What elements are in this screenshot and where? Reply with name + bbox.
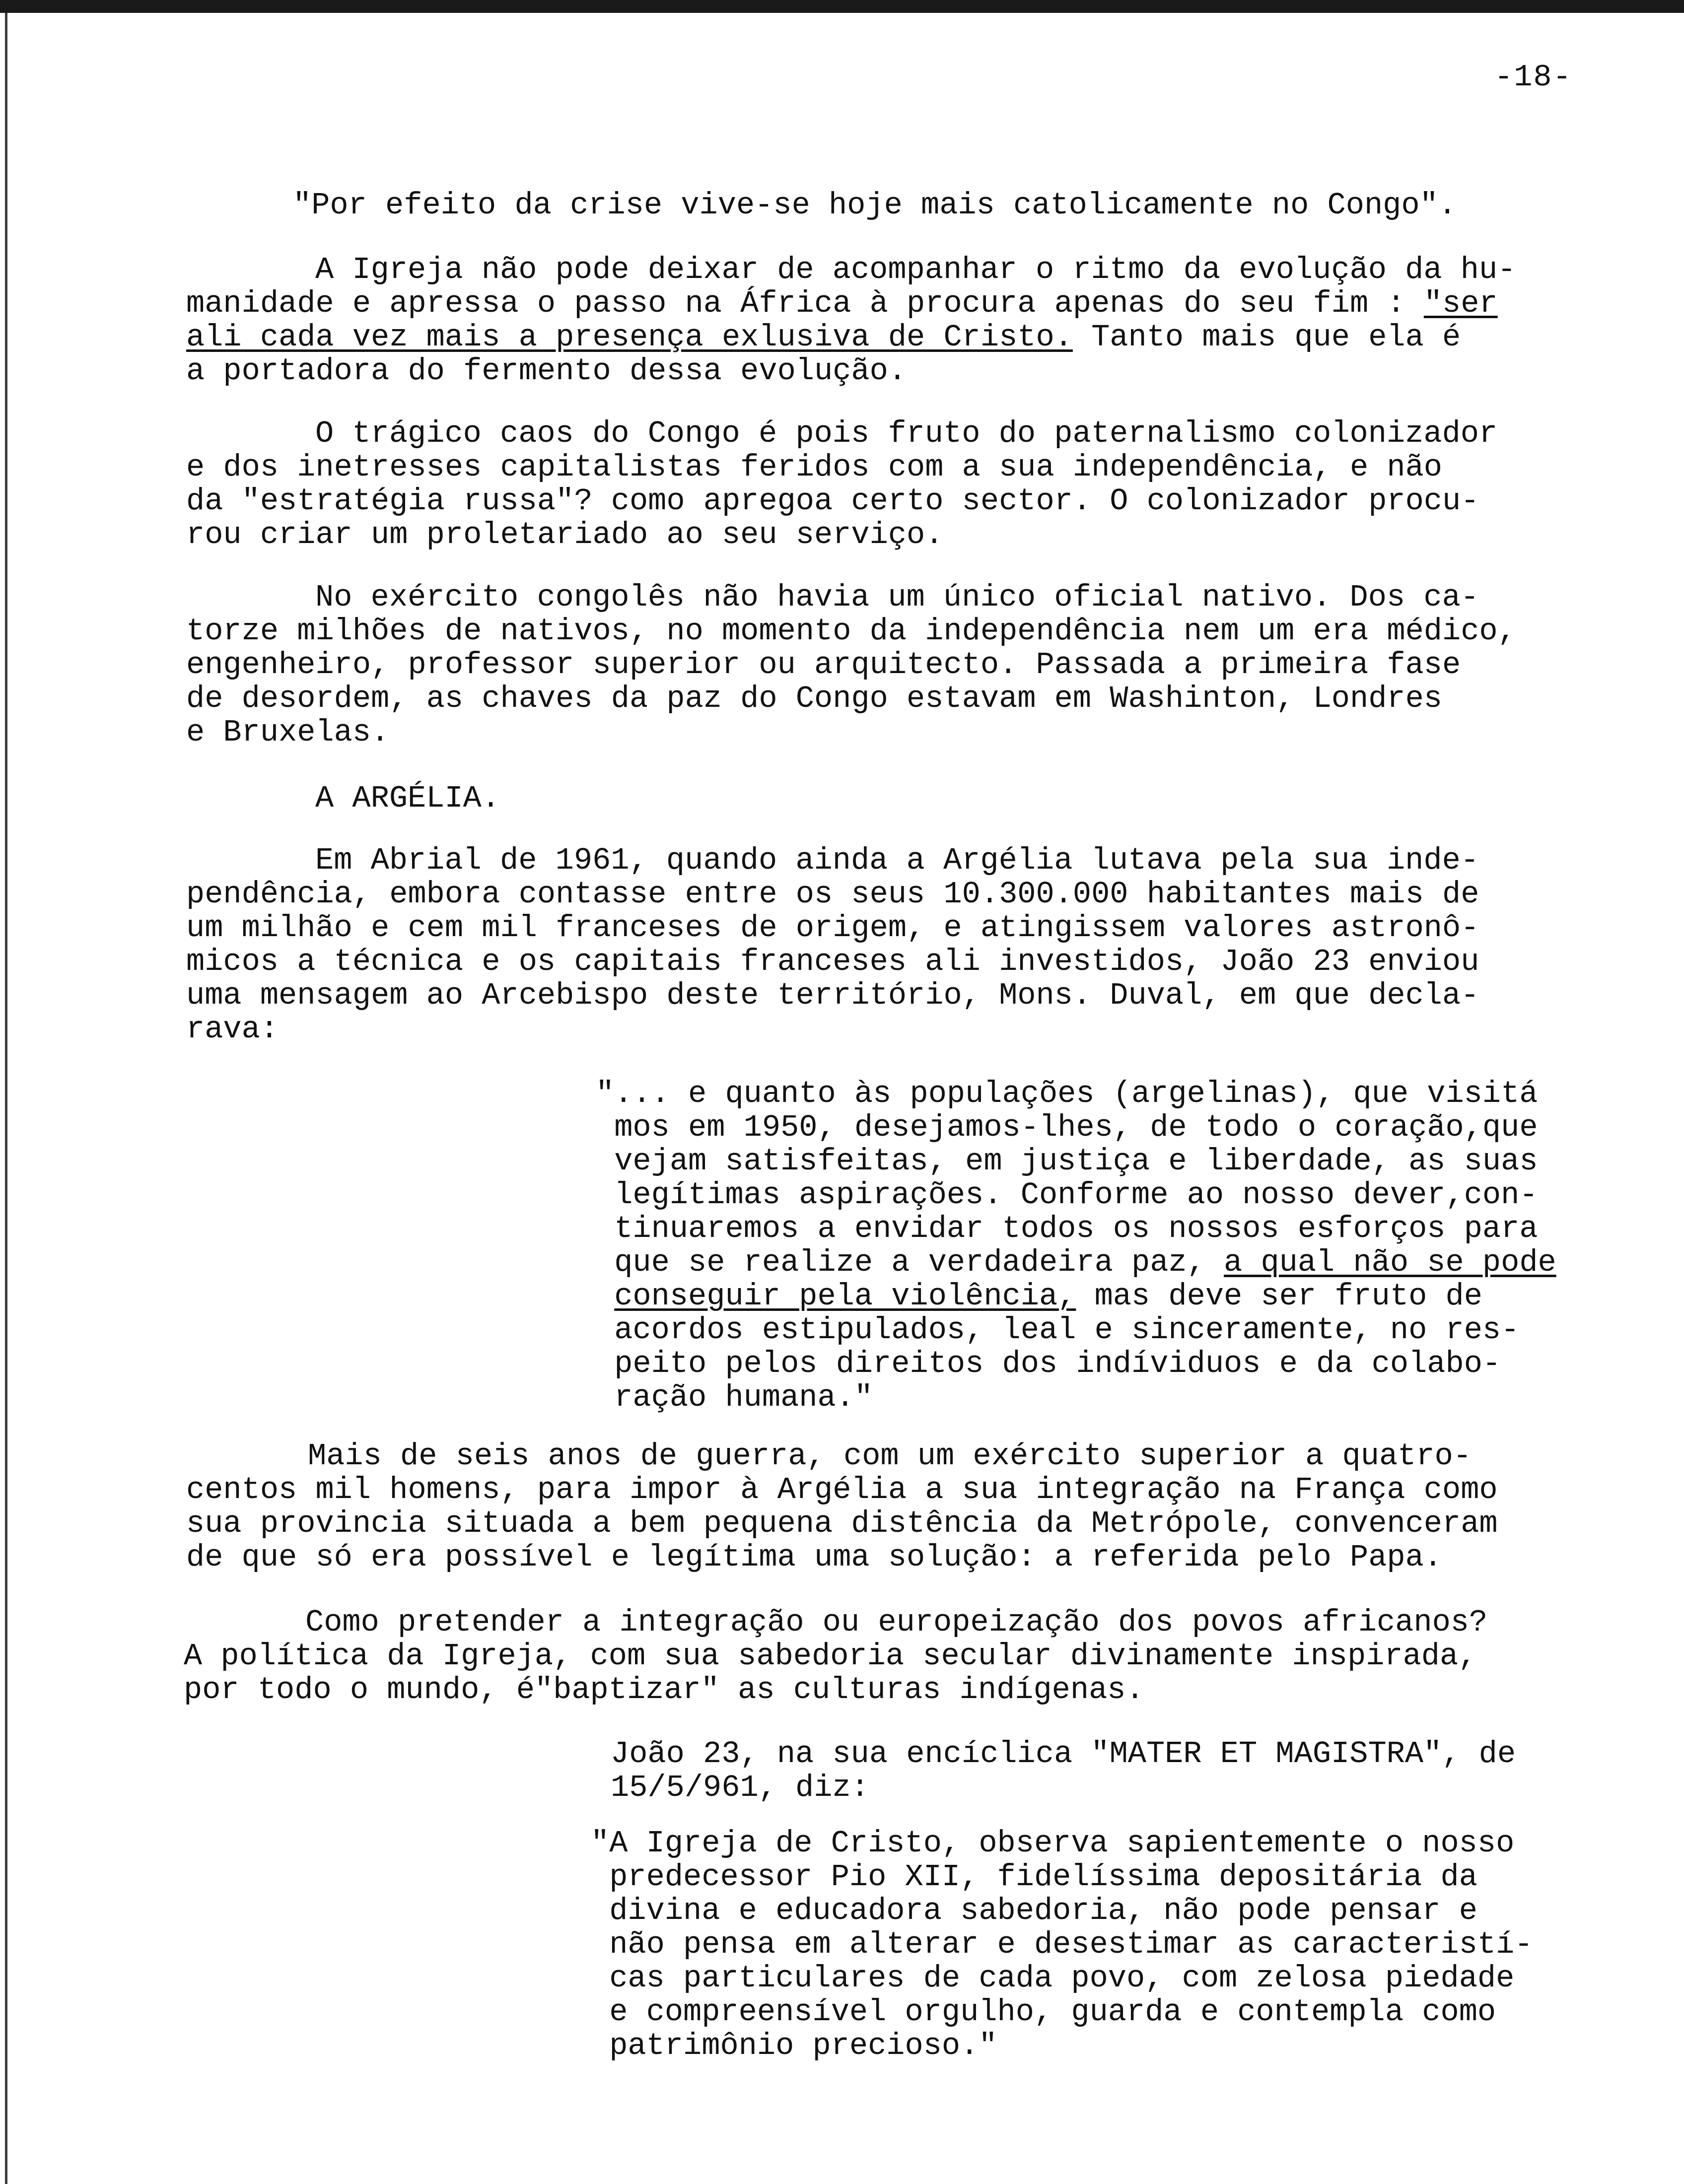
paragraph-7: Como pretender a integração ou europeização dos povos africanos? A política da Igreja, com sua sabedoria secular divinamente inspirada, por todo o mundo, é"baptizar" as culturas indígenas. — [184, 1605, 1488, 1707]
block-quote-2: "A Igreja de Cristo, observa sapientemente o nosso predecessor Pio XII, fidelíssima depositária da divina e educadora sabedoria, não pode pensar e não pensa em alterar e desestimar as caracteristí- cas particulares de cada povo, com zelosa piedade e compreensível orgulho, guarda e contempla como patrimônio precioso." — [591, 1826, 1533, 2063]
underlined-text: a qual não se pode — [1224, 1245, 1556, 1280]
paragraph-5: Em Abrial de 1961, quando ainda a Argélia lutava pela sua inde- pendência, embora contasse entre os seus 10.300.000 habitantes mais de um milhão e cem mil franceses de origem, e atingissem valores astronô- micos a técnica e os capitais franceses ali investidos, João 23 enviou uma mensagem ao Arcebispo deste território, Mons. Duval, em que decla- rava: — [186, 843, 1479, 1047]
underlined-text: "ser — [1423, 286, 1498, 321]
page-number: -18- — [1494, 60, 1572, 95]
paragraph-3: O trágico caos do Congo é pois fruto do paternalismo colonizador e dos inetresses capitalistas feridos com a sua independência, e não da "estratégia russa"? como apregoa certo sector. O colonizador procu- rou criar um proletariado ao seu serviço. — [186, 416, 1498, 552]
paragraph-2-line: A Igreja não pode deixar de acompanhar o ritmo da evolução da hu- — [315, 252, 1516, 287]
paragraph-2-line: a portadora do fermento dessa evolução. — [186, 353, 907, 389]
page-left-border — [5, 13, 7, 2184]
paragraph-6: Mais de seis anos de guerra, com um exército superior a quatro- centos mil homens, para impor à Argélia a sua integração na França como sua provincia situada a bem pequena distência da Metrópole, convenceram de que só era possível e legítima uma solução: a referida pelo Papa. — [186, 1438, 1498, 1575]
block-quote-1: "... e quanto às populações (argelinas), que visitá mos em 1950, desejamos-lhes, de todo o coração,que vejam satisfeitas, em justiça e liberdade, as suas legítimas aspirações. Conforme ao nosso dever,con- tinuaremos a envidar todos os nossos esforços para que se realize a verdadeira paz, a qual não se pode conseguir pela violência, mas deve ser fruto de acordos estipulados, leal e sinceramente, no res- peito pelos direitos dos indíviduos e da colabo- ração humana." — [596, 1076, 1556, 1415]
paragraph-2: A Igreja não pode deixar de acompanhar o ritmo da evolução da hu- manidade e apressa o passo na África à procura apenas do seu fim : "ser ali cada vez mais a presença exlusiva de Cristo. Tanto mais que ela é a portadora do fermento dessa evolução. — [186, 252, 1516, 389]
section-heading: A ARGÉLIA. — [315, 781, 500, 816]
paragraph-4: No exército congolês não havia um único oficial nativo. Dos ca- torze milhões de nativos, no momento da independência nem um era médico, engenheiro, professor superior ou arquitecto. Passada a primeira fase de desordem, as chaves da paz do Congo estavam em Washinton, Londres e Bruxelas. — [186, 580, 1516, 750]
paragraph-8: João 23, na sua encíclica "MATER ET MAGISTRA", de 15/5/961, diz: — [611, 1736, 1516, 1805]
underlined-text: ali cada vez mais a presença exlusiva de Cristo. — [186, 320, 1073, 355]
underlined-text: conseguir pela violência, — [614, 1279, 1076, 1314]
paragraph-1: "Por efeito da crise vive-se hoje mais catolicamente no Congo". — [293, 188, 1457, 223]
page-top-border — [0, 0, 1684, 13]
paragraph-2-line: manidade e apressa o passo na África à procura apenas do seu fim : — [186, 286, 1424, 321]
